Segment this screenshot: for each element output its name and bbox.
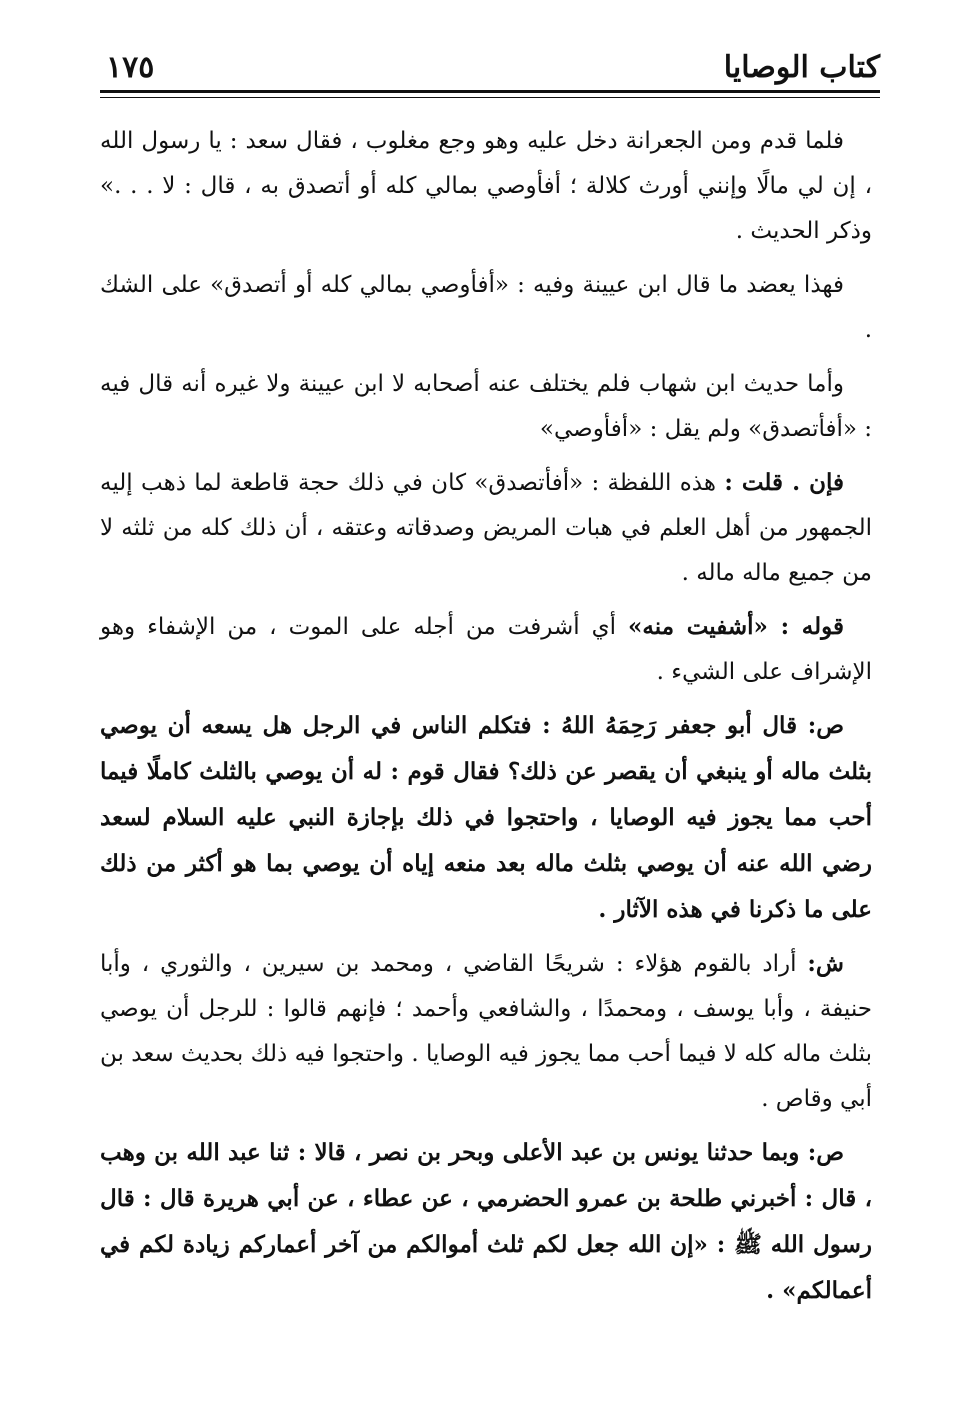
paragraph-text: هذه اللفظة : «أفأتصدق» كان في ذلك حجة قاطعة لما ذهب إليه الجمهور من أهل العلم في هبات المريض وصدقاته وعتقه ، أن ذلك كله من ثلثه لا من جميع ماله ماله . xyxy=(100,470,872,586)
header-rule-thick xyxy=(100,90,880,93)
paragraph-1 xyxy=(100,118,872,254)
paragraph-lead: فإن . قلت : xyxy=(724,469,844,496)
paragraph-text: فهذا يعضد ما قال ابن عيينة وفيه : «أفأوصي بمالي كله أو أتصدق» على الشك . xyxy=(100,272,872,343)
page-number: ١٧٥ xyxy=(106,50,155,85)
paragraph-text: وبما حدثنا يونس بن عبد الأعلى وبحر بن نصر ، قالا : ثنا عبد الله بن وهب ، قال : أخبرني طلحة بن عمرو الحضرمي ، عن عطاء ، عن أبي هريرة قال : قال رسول الله ﷺ : «إن الله جعل لكم ثلث أموالكم من آخر أعماركم زيادة لكم في أعمالكم» . xyxy=(100,1139,872,1304)
paragraph-7 xyxy=(100,941,872,1122)
paragraph-8 xyxy=(100,1130,872,1314)
paragraph-4 xyxy=(100,460,872,596)
paragraph-3 xyxy=(100,361,872,452)
paragraph-text: أراد بالقوم هؤلاء : شريحًا القاضي ، ومحمد بن سيرين ، والثوري ، وأبا حنيفة ، وأبا يوسف ، ومحمدًا ، والشافعي وأحمد ؛ فإنهم قالوا : للرجل أن يوصي بثلث ماله كله لا فيما أحب مما يجوز فيه الوصايا . واحتجوا فيه ذلك بحديث سعد بن أبي وقاص . xyxy=(100,951,872,1112)
paragraph-lead: ش: xyxy=(807,950,844,977)
paragraph-text: فلما قدم ومن الجعرانة دخل عليه وهو وجع مغلوب ، فقال سعد : يا رسول الله ، إن لي مالًا وإنني أورث كلالة ؛ أفأوصي بمالي كله أو أتصدق به ، قال : لا . . .» وذكر الحديث . xyxy=(100,128,872,244)
page-header xyxy=(100,40,880,90)
book-title: كتاب الوصايا xyxy=(723,50,880,85)
paragraph-lead: ص: xyxy=(807,1139,844,1166)
paragraph-text: وأما حديث ابن شهاب فلم يختلف عنه أصحابه لا ابن عيينة ولا غيره أنه قال فيه : «أفأتصدق» ولم يقل : «أفأوصي» xyxy=(100,371,872,442)
paragraph-6 xyxy=(100,703,872,933)
paragraph-5 xyxy=(100,604,872,695)
header-rule-thin xyxy=(100,97,880,98)
paragraph-text: قال أبو جعفر رَحِمَهُ اللهُ : فتكلم الناس في الرجل هل يسعه أن يوصي بثلث ماله أو ينبغي أن يقصر عن ذلك؟ فقال قوم : له أن يوصي بالثلث كاملًا فيما أحب مما يجوز فيه الوصايا ، واحتجوا في ذلك بإجازة النبي عليه السلام لسعد رضي الله عنه أن يوصي بثلث ماله بعد منعه إياه أن يوصي بما هو أكثر من ذلك على ما ذكرنا في هذه الآثار . xyxy=(100,712,872,923)
paragraph-text: أي أشرفت من أجله على الموت ، من الإشفاء وهو الإشراف على الشيء . xyxy=(100,614,872,685)
paragraph-2 xyxy=(100,262,872,353)
paragraph-lead: قوله : «أشفيت منه» xyxy=(628,613,844,640)
page-body xyxy=(100,118,872,1322)
paragraph-lead: ص: xyxy=(807,712,844,739)
